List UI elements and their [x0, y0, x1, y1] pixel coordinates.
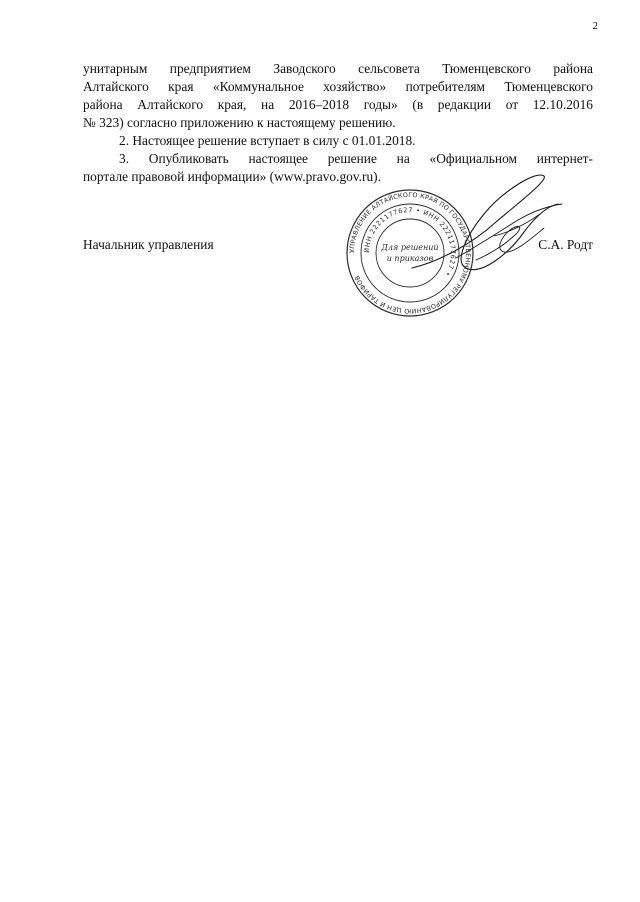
handwritten-signature	[398, 170, 568, 285]
text-line: № 323) согласно приложению к настоящему решению.	[83, 115, 396, 130]
document-body	[83, 60, 593, 186]
stamp-outer-text: УПРАВЛЕНИЕ АЛТАЙСКОГО КРАЯ ПО ГОСУДАРСТВЕННОМУ РЕГУЛИРОВАНИЮ ЦЕН И ТАРИФОВ	[347, 190, 473, 316]
signatory-title: Начальник управления	[83, 237, 214, 252]
text-line: 2. Настоящее решение вступает в силу с 01.01.2018.	[119, 133, 416, 148]
text-line: 3. Опубликовать настоящее решение на «Официальном интернет-	[119, 151, 593, 166]
stamp-center-line-1: Для решений	[381, 243, 439, 252]
page-number: 2	[592, 20, 598, 32]
text-line: унитарным предприятием Заводского сельсовета Тюменцевского района	[83, 61, 593, 76]
stamp-center-line-2: и приказов	[386, 254, 434, 263]
text-line: Алтайского края «Коммунальное хозяйство» потребителям Тюменцевского	[83, 79, 593, 94]
text-line: района Алтайского края, на 2016–2018 годы» (в редакции от 12.10.2016	[83, 97, 593, 112]
signatory-name: С.А. Родт	[538, 237, 593, 252]
signature-row	[83, 237, 593, 257]
paragraph-1	[83, 60, 593, 132]
paragraph-2	[83, 132, 593, 150]
stamp-inn-text: ИНН 2221177627 • ИНН 2221177627 •	[362, 205, 458, 278]
text-line: портале правовой информации» (www.pravo.gov.ru).	[83, 169, 381, 184]
